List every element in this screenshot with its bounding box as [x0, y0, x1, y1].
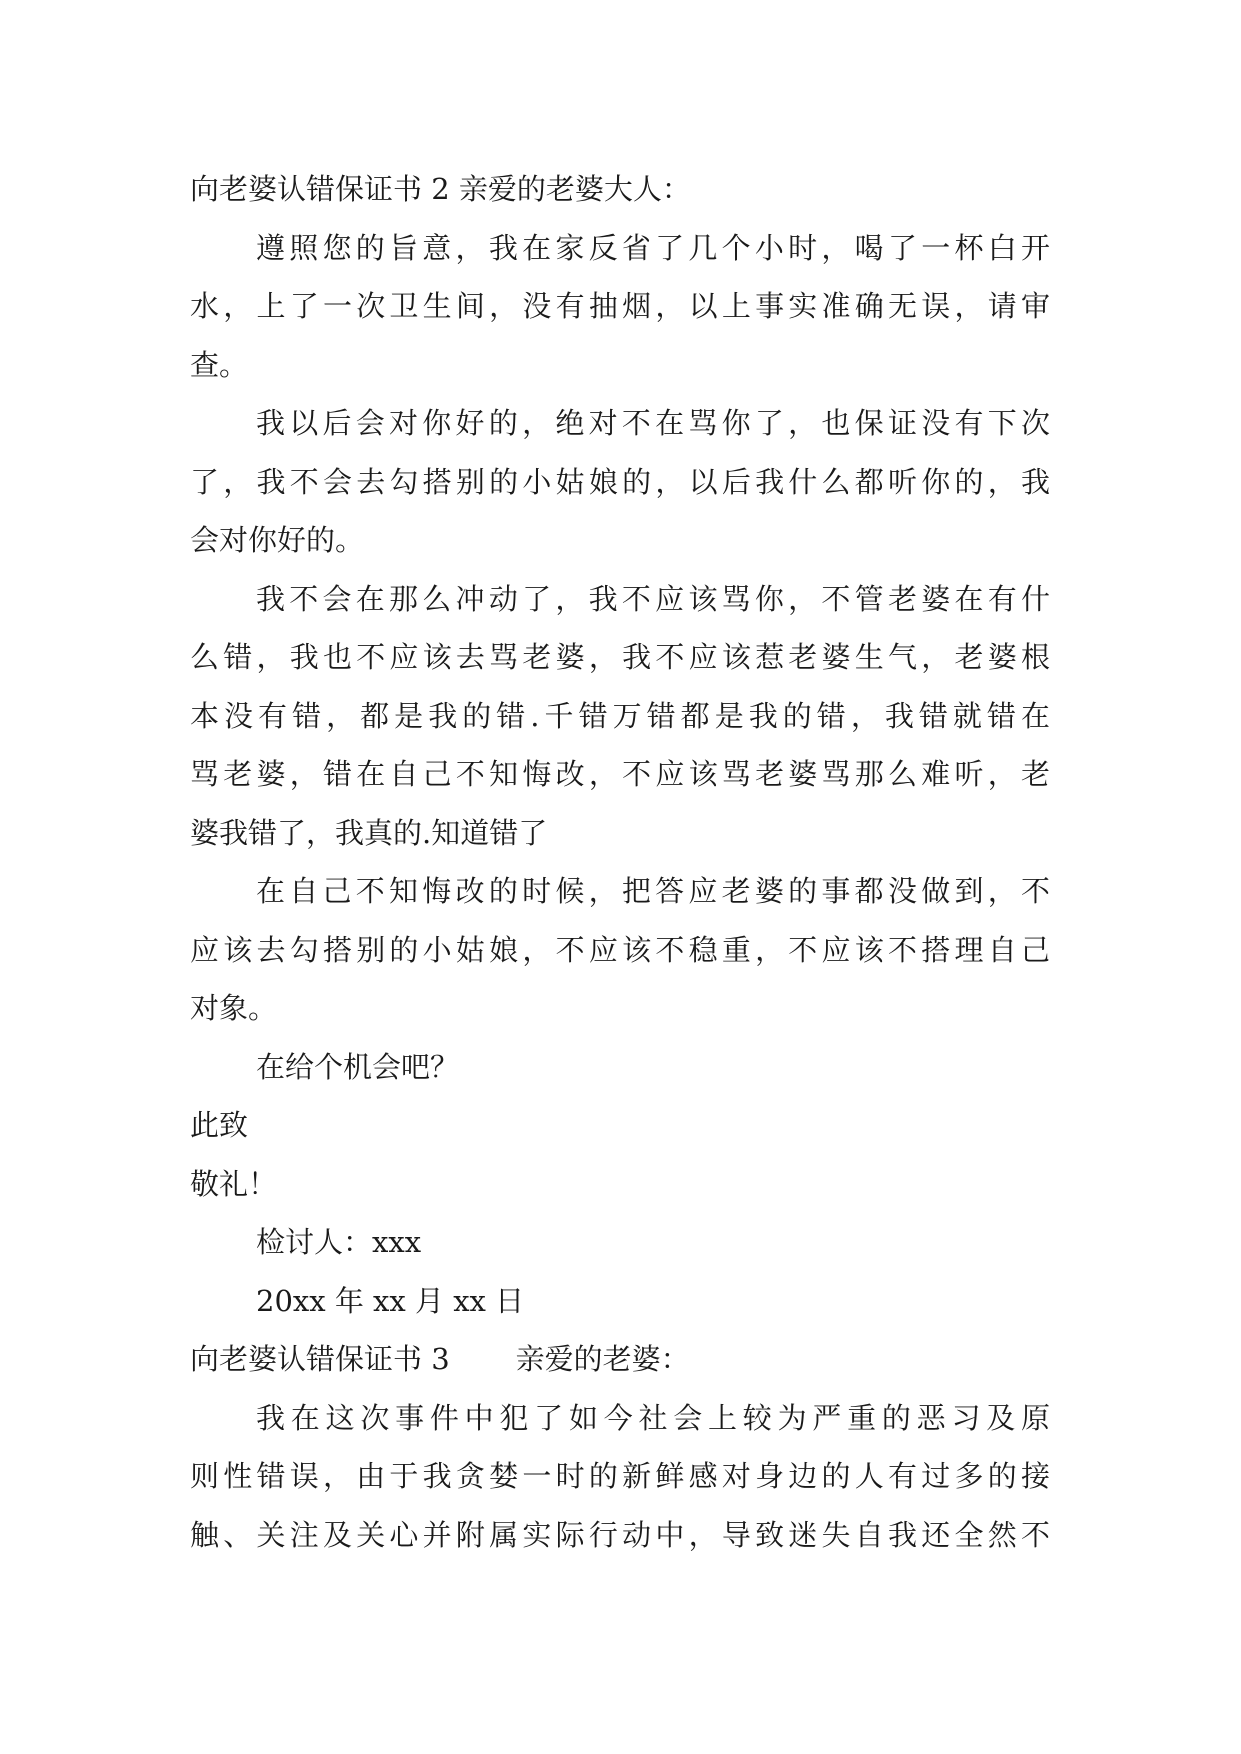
paragraph-line: 我在这次事件中犯了如今社会上较为严重的恶习及原 [256, 1400, 1050, 1435]
paragraph-line: 会对你好的。 [190, 523, 365, 557]
paragraph-line: 对象。 [190, 991, 278, 1025]
paragraph-line: 骂老婆，错在自己不知悔改，不应该骂老婆骂那么难听，老 [190, 757, 1050, 791]
document-page [190, 160, 1050, 1564]
paragraph-line: 则性错误，由于我贪婪一时的新鲜感对身边的人有过多的接 [190, 1459, 1050, 1493]
paragraph-line: 我以后会对你好的，绝对不在骂你了，也保证没有下次 [256, 406, 1050, 440]
paragraph-line: 应该去勾搭别的小姑娘，不应该不稳重，不应该不搭理自己 [190, 932, 1050, 967]
paragraph-line: 在自己不知悔改的时候，把答应老婆的事都没做到，不 [256, 874, 1050, 908]
paragraph-line: 婆我错了，我真的.知道错了 [190, 815, 548, 850]
heading-salutation: 亲爱的老婆： [515, 1342, 690, 1376]
heading-title: 向老婆认错保证书 3 [190, 1342, 450, 1376]
paragraph-line: 在给个机会吧？ [256, 1049, 460, 1084]
section-heading-2: 向老婆认错保证书 2 亲爱的老婆大人： [190, 172, 691, 206]
paragraph-line: 触、关注及关心并附属实际行动中，导致迷失自我还全然不 [190, 1517, 1050, 1552]
date-line: 20xx 年 xx 月 xx 日 [256, 1283, 525, 1318]
paragraph-line: 么错，我也不应该去骂老婆，我不应该惹老婆生气，老婆根 [190, 640, 1050, 674]
paragraph-line: 我不会在那么冲动了，我不应该骂你，不管老婆在有什 [256, 581, 1050, 616]
paragraph-line: 了，我不会去勾搭别的小姑娘的，以后我什么都听你的，我 [190, 464, 1050, 499]
closing-line: 敬礼！ [190, 1166, 278, 1201]
section-heading-3 [190, 1330, 1050, 1389]
signer-line: 检讨人：xxx [256, 1225, 422, 1259]
paragraph-line: 本没有错，都是我的错.千错万错都是我的错，我错就错在 [190, 698, 1050, 733]
closing-line: 此致 [190, 1108, 249, 1142]
paragraph-line: 遵照您的旨意，我在家反省了几个小时，喝了一杯白开 [256, 230, 1050, 265]
paragraph-line: 查。 [190, 347, 249, 382]
paragraph-line: 水，上了一次卫生间，没有抽烟，以上事实准确无误，请审 [190, 289, 1050, 323]
